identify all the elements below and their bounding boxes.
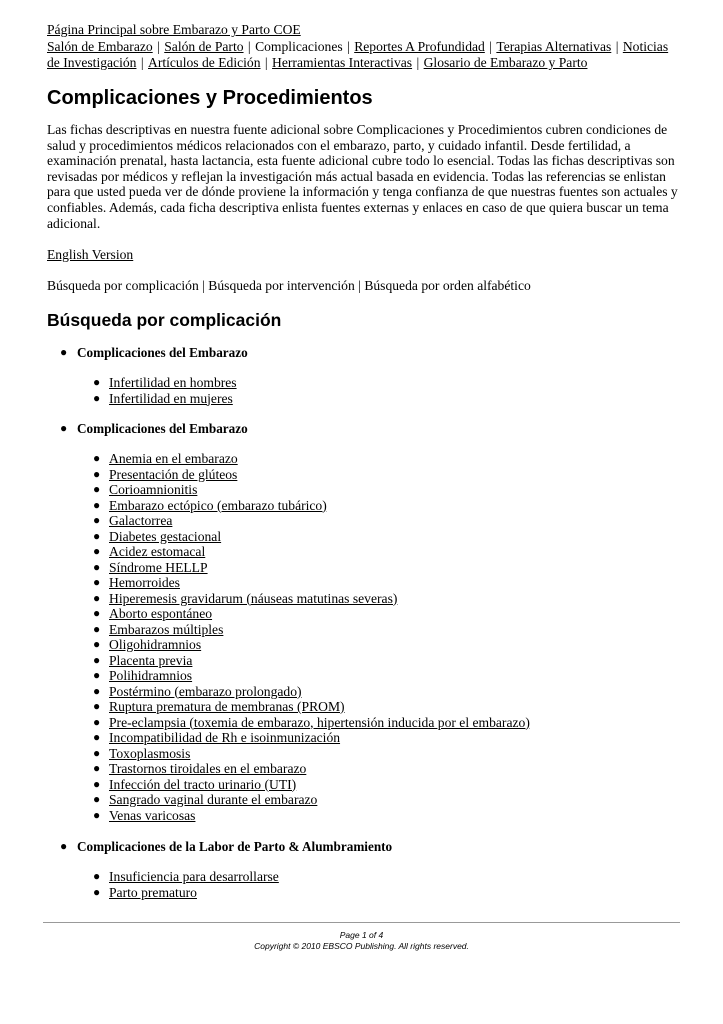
nav-link[interactable]: Salón de Parto: [164, 38, 244, 54]
list-item: [77, 375, 681, 391]
nav-separator: |: [413, 55, 423, 70]
bullet-icon: ●: [93, 559, 101, 574]
bullet-icon: ●: [93, 497, 101, 512]
complication-link[interactable]: Presentación de glúteos: [109, 466, 238, 482]
list-item: [77, 761, 681, 777]
complication-section: [47, 421, 681, 823]
list-item: [77, 544, 681, 560]
list-item: [77, 482, 681, 498]
list-item: [77, 777, 681, 793]
section-spacer: [47, 406, 681, 421]
complication-link[interactable]: Parto prematuro: [109, 884, 197, 900]
bullet-icon: ●: [93, 761, 101, 775]
complication-link[interactable]: Hemorroides: [109, 575, 180, 590]
complication-link[interactable]: Polihidramnios: [109, 668, 193, 683]
bullet-icon: ●: [93, 884, 101, 899]
bullet-icon: ●: [93, 513, 101, 527]
footer-divider: [43, 922, 680, 923]
nav-separator: |: [612, 38, 622, 54]
list-item: [77, 885, 681, 901]
nav-separator: |: [244, 38, 255, 54]
complication-section: [47, 839, 681, 900]
list-item: [77, 699, 681, 715]
list-item: [77, 498, 681, 514]
search-navigation: Búsqueda por complicación | Búsqueda por intervención | Búsqueda por orden alfabético: [47, 278, 531, 293]
complication-link[interactable]: Oligohidramnios: [109, 637, 202, 652]
list-item: [77, 529, 681, 545]
bullet-icon: ●: [93, 730, 101, 744]
search-mode[interactable]: Búsqueda por intervención: [208, 278, 355, 293]
list-item: [77, 746, 681, 762]
complication-link[interactable]: Sangrado vaginal durante el embarazo: [109, 792, 318, 807]
nav-link[interactable]: Salón de Embarazo: [47, 38, 153, 54]
complication-link[interactable]: Anemia en el embarazo: [109, 451, 238, 466]
bullet-icon: ●: [93, 792, 101, 806]
complication-link[interactable]: Infección del tracto urinario (UTI): [109, 776, 297, 792]
document-page: [47, 22, 681, 900]
section-heading: Búsqueda por complicación: [47, 310, 282, 330]
list-item: [77, 792, 681, 808]
bullet-icon: ●: [93, 637, 101, 651]
nav-link[interactable]: Noticias de Investigación: [47, 38, 669, 70]
bullet-icon: ●: [93, 652, 101, 667]
list-item: [77, 391, 681, 407]
nav-link[interactable]: Herramientas Interactivas: [272, 55, 413, 70]
list-item: [77, 684, 681, 700]
bullet-icon: ●: [93, 807, 101, 822]
nav-link[interactable]: Terapias Alternativas: [496, 38, 612, 54]
home-link[interactable]: Página Principal sobre Embarazo y Parto COE: [47, 22, 301, 37]
list-item: [77, 467, 681, 483]
complication-link[interactable]: Acidez estomacal: [109, 544, 206, 559]
list-item: [77, 513, 681, 529]
bullet-icon: ●: [93, 683, 101, 698]
bullet-icon: ●: [93, 621, 101, 636]
section-title: Complicaciones del Embarazo: [77, 421, 248, 436]
nav-link[interactable]: Reportes A Profundidad: [354, 38, 485, 54]
complication-link[interactable]: Trastornos tiroidales en el embarazo: [109, 761, 307, 776]
english-version-link[interactable]: English Version: [47, 247, 134, 262]
copyright: Copyright © 2010 EBSCO Publishing. All rights reserved.: [254, 941, 469, 951]
bullet-icon: ●: [93, 575, 101, 589]
intro-paragraph: Las fichas descriptivas en nuestra fuente adicional sobre Complicaciones y Procedimientos cubren condiciones de salud y procedimientos médicos relacionados con el embarazo, parto, y cuidado infantil. Desde fertilidad, a examinación prenatal, hasta lactancia, esta fuente adicional cubre todo lo esencial. Todas las fichas descriptivas son revisadas por médicos y reflejan la investigación más actual basada en evidencia. Todas las referencias se enlistan para que usted pueda ver de dónde proviene la información y tenga confianza de que nuestras fuentes son actuales y confiables. Además, cada ficha descriptiva enlista fuentes externas y enlaces en caso de que quiera buscar un tema adicional.: [47, 122, 678, 231]
complication-link[interactable]: Pre-eclampsia (toxemia de embarazo, hipertensión inducida por el embarazo): [109, 714, 530, 730]
nav-separator: |: [485, 38, 496, 54]
bullet-icon: ●: [93, 528, 101, 543]
complication-link[interactable]: Ruptura prematura de membranas (PROM): [109, 699, 345, 714]
nav-separator: |: [137, 55, 147, 70]
top-navigation: [47, 22, 681, 72]
list-item: [77, 869, 681, 885]
complication-section: [47, 345, 681, 406]
search-mode[interactable]: Búsqueda por complicación: [47, 278, 199, 293]
nav-separator: |: [343, 38, 354, 54]
bullet-icon: ●: [93, 482, 101, 496]
complication-link[interactable]: Venas varicosas: [109, 807, 196, 823]
list-item: [77, 560, 681, 576]
bullet-icon: ●: [93, 466, 101, 481]
complication-link[interactable]: Galactorrea: [109, 513, 173, 528]
section-title: Complicaciones de la Labor de Parto & Alumbramiento: [77, 839, 393, 854]
nav-link[interactable]: Glosario de Embarazo y Parto: [423, 55, 588, 70]
bullet-icon: ●: [60, 839, 68, 853]
bullet-icon: ●: [60, 345, 68, 359]
bullet-icon: ●: [93, 390, 101, 405]
bullet-icon: ●: [93, 699, 101, 713]
list-item: [77, 653, 681, 669]
list-item: [77, 668, 681, 684]
nav-link: Complicaciones: [255, 38, 343, 54]
bullet-icon: ●: [93, 606, 101, 620]
complication-link[interactable]: Diabetes gestacional: [109, 528, 222, 544]
bullet-icon: ●: [93, 714, 101, 729]
complication-link[interactable]: Incompatibilidad de Rh e isoinmunización: [109, 730, 341, 745]
bullet-icon: ●: [93, 745, 101, 760]
complication-link[interactable]: Postérmino (embarazo prolongado): [109, 683, 302, 699]
page-title: Complicaciones y Procedimientos: [47, 87, 373, 109]
bullet-icon: ●: [93, 869, 101, 883]
list-item: [77, 451, 681, 467]
complication-link[interactable]: Hiperemesis gravidarum (náuseas matutinas severas): [109, 590, 398, 606]
bullet-icon: ●: [93, 544, 101, 558]
complication-link[interactable]: Infertilidad en mujeres: [109, 390, 233, 406]
bullet-icon: ●: [60, 421, 68, 435]
page-number: Page 1 of 4: [339, 930, 384, 940]
complication-link[interactable]: Toxoplasmosis: [109, 745, 191, 761]
complication-sections: [47, 345, 681, 900]
complication-link[interactable]: Insuficiencia para desarrollarse: [109, 869, 279, 884]
complication-link[interactable]: Infertilidad en hombres: [109, 375, 237, 390]
bullet-icon: ●: [93, 375, 101, 389]
list-item: [77, 730, 681, 746]
list-item: [77, 715, 681, 731]
list-item: [77, 622, 681, 638]
list-item: [77, 591, 681, 607]
section-title: Complicaciones del Embarazo: [77, 345, 248, 360]
list-item: [77, 606, 681, 622]
list-item: [77, 808, 681, 824]
bullet-icon: ●: [93, 776, 101, 791]
section-links: [47, 39, 668, 71]
complication-link[interactable]: Aborto espontáneo: [109, 606, 213, 621]
section-spacer: [47, 823, 681, 839]
bullet-icon: ●: [93, 668, 101, 682]
search-mode[interactable]: Búsqueda por orden alfabético: [364, 278, 531, 293]
complication-link[interactable]: Corioamnionitis: [109, 482, 198, 497]
nav-separator: |: [153, 38, 164, 54]
bullet-icon: ●: [93, 451, 101, 465]
complication-link[interactable]: Embarazo ectópico (embarazo tubárico): [109, 497, 327, 513]
bullet-icon: ●: [93, 590, 101, 605]
list-item: [77, 637, 681, 653]
list-item: [77, 575, 681, 591]
complication-link[interactable]: Embarazos múltiples: [109, 621, 224, 637]
nav-separator: |: [261, 55, 272, 70]
nav-link[interactable]: Artículos de Edición: [148, 55, 261, 70]
complication-link[interactable]: Síndrome HELLP: [109, 559, 208, 575]
complication-link[interactable]: Placenta previa: [109, 652, 193, 668]
